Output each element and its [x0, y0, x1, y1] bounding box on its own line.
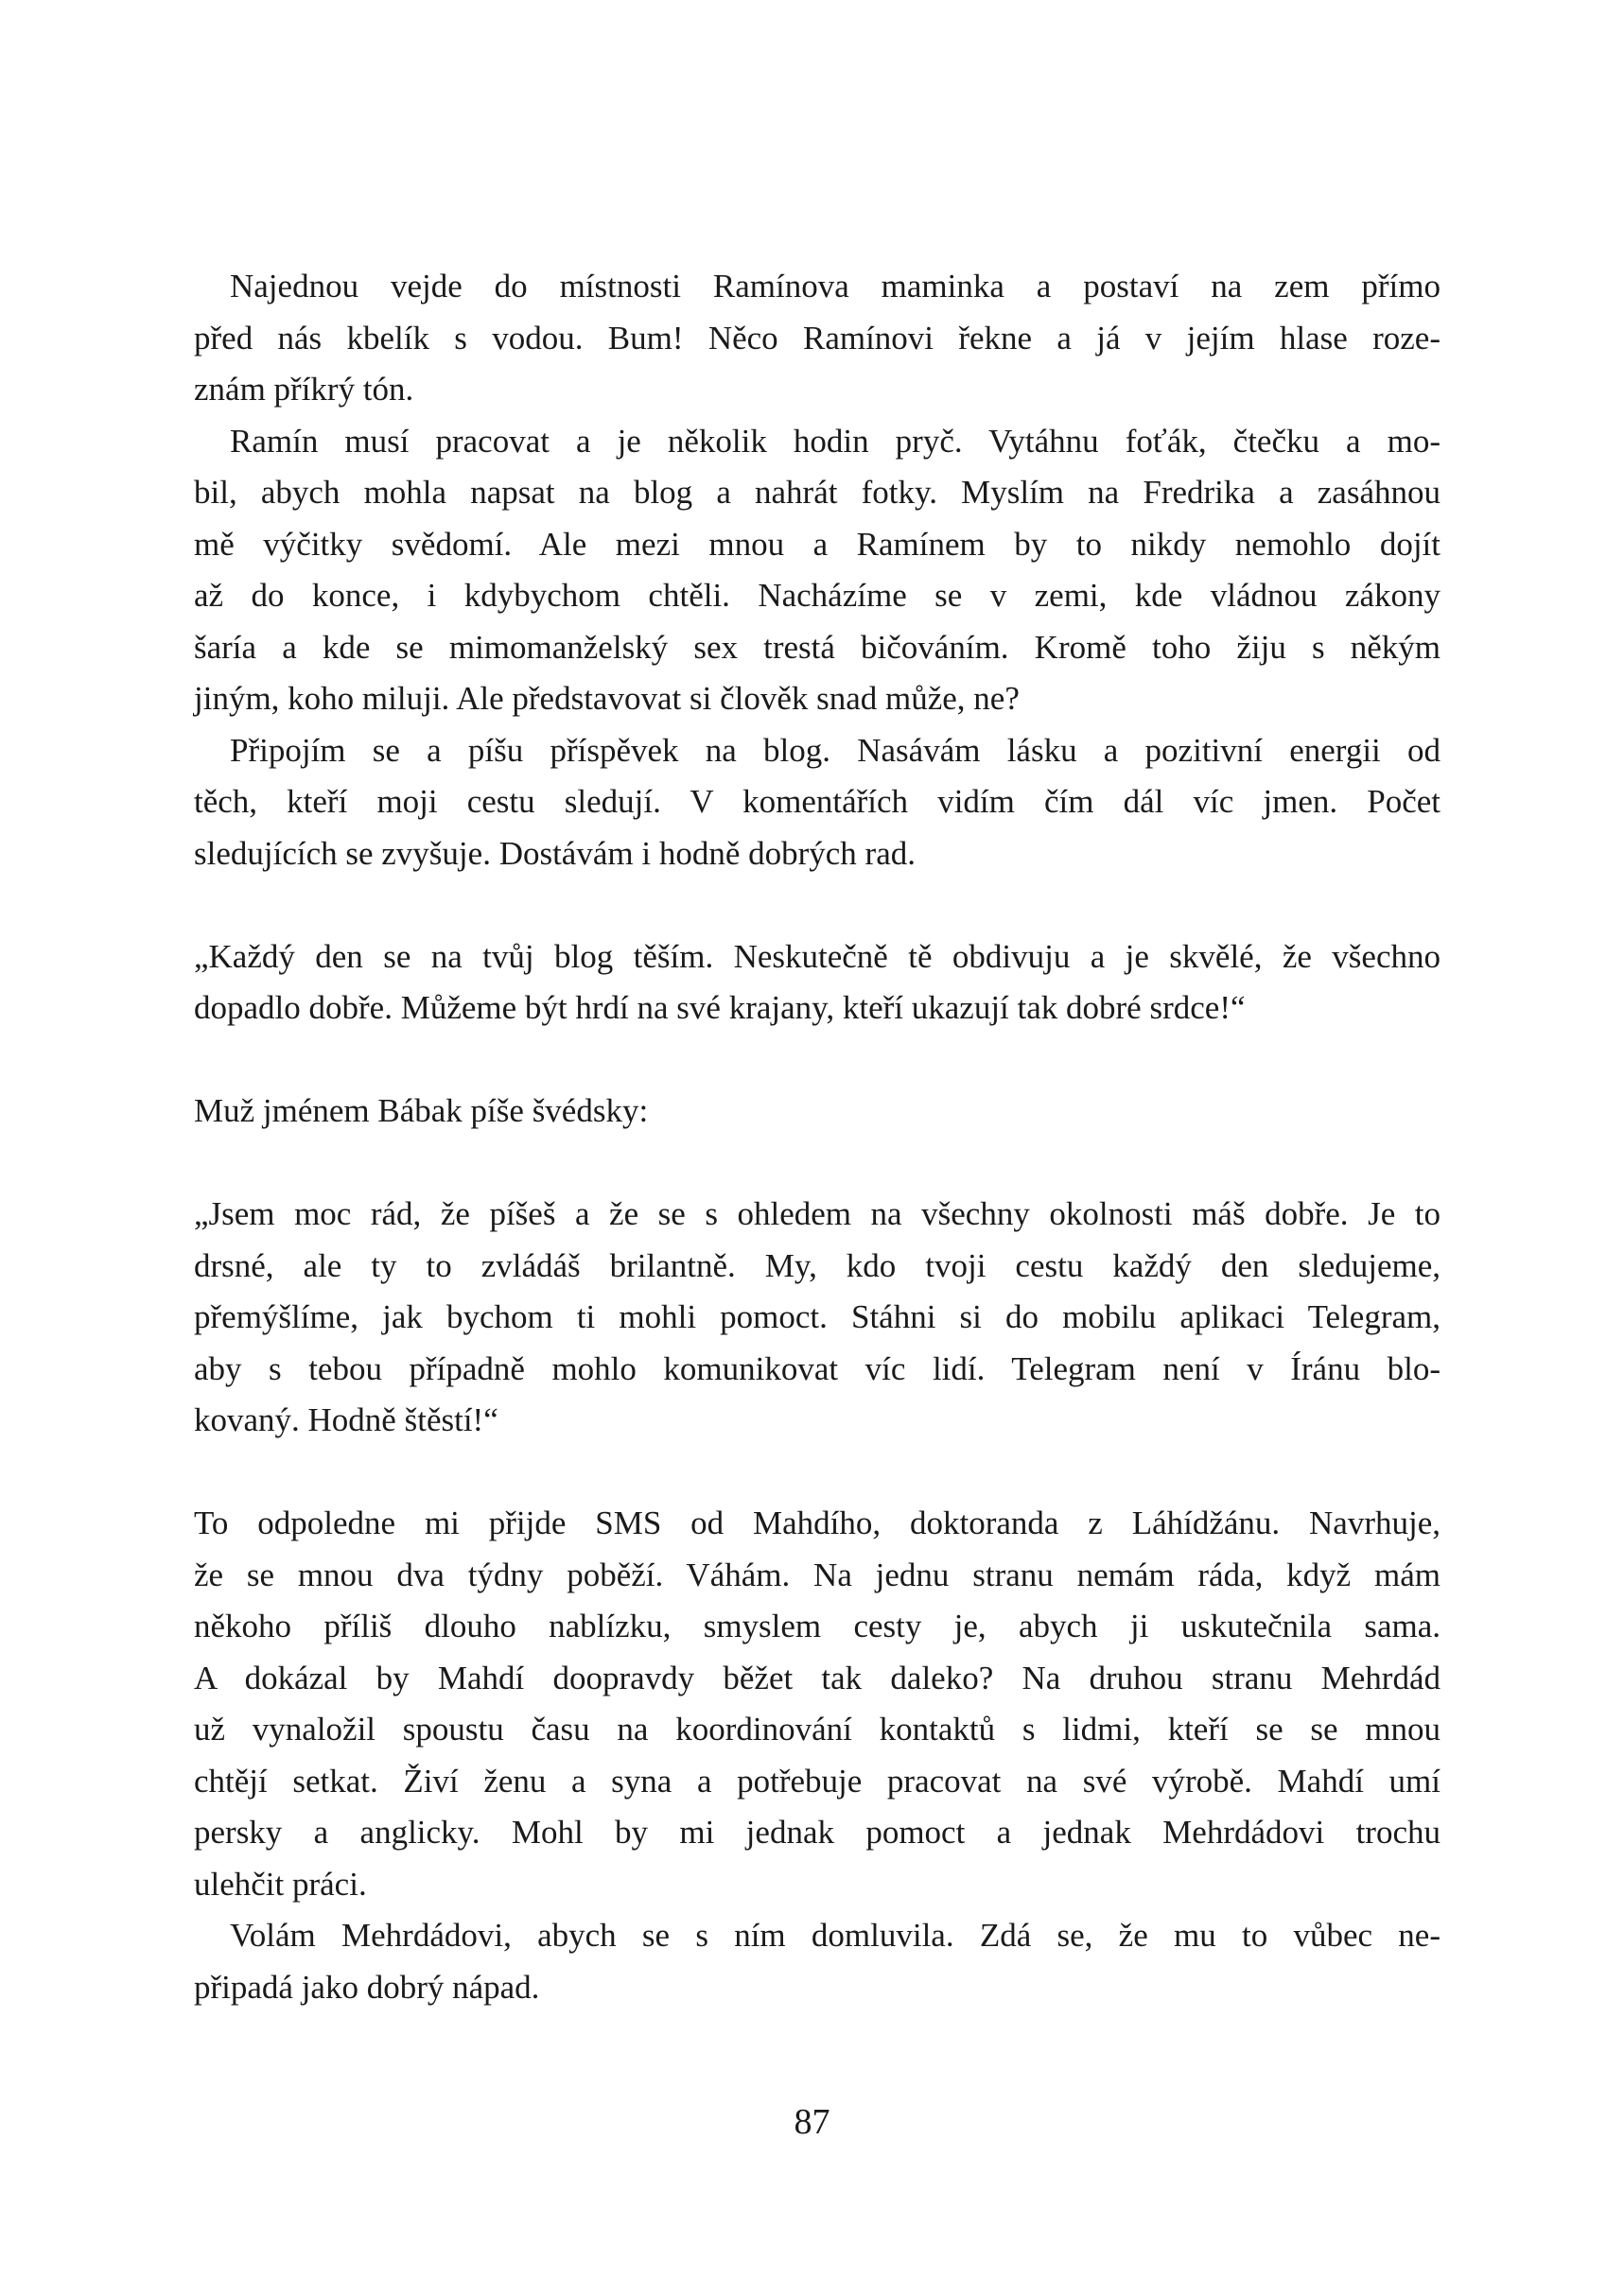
text-line: přemýšlíme, jak bychom ti mohli pomoct. Stáhni si do mobilu aplikaci Telegram, [194, 1298, 1441, 1335]
text-line: „Jsem moc rád, že píšeš a že se s ohledem na všechny okolnosti máš dobře. Je to [194, 1195, 1441, 1232]
text-line: někoho příliš dlouho nablízku, smyslem cesty je, abych ji uskutečnila sama. [194, 1608, 1441, 1644]
paragraph-gap [194, 1447, 1441, 1499]
text-line: aby s tebou případně mohlo komunikovat víc lidí. Telegram není v Íránu blo- [194, 1349, 1441, 1387]
text-line: Připojím se a píšu příspěvek na blog. Nasávám lásku a pozitivní energii od [230, 731, 1441, 769]
page-body [194, 261, 1441, 2013]
text-line: už vynaložil spoustu času na koordinování kontaktů s lidmi, kteří se se mnou [194, 1711, 1441, 1748]
paragraph-gap [194, 1035, 1441, 1087]
text-line: „Každý den se na tvůj blog těším. Neskutečně tě obdivuju a je skvělé, že všechno [194, 937, 1441, 975]
paragraph [194, 1498, 1441, 1910]
text-line: připadá jako dobrý nápad. [194, 1968, 540, 2006]
text-line: persky a anglicky. Mohl by mi jednak pomoct a jednak Mehrdádovi trochu [194, 1814, 1441, 1851]
blog-comment-quote [194, 1189, 1441, 1447]
paragraph-gap [194, 879, 1441, 931]
text-line: bil, abych mohla napsat na blog a nahrát fotky. Myslím na Fredrika a zasáhnou [194, 474, 1441, 511]
text-line: Muž jménem Bábak píše švédsky: [194, 1092, 649, 1129]
text-line: chtějí setkat. Živí ženu a syna a potřebuje pracovat na své výrobě. Mahdí umí [194, 1762, 1441, 1800]
text-line: dopadlo dobře. Můžeme být hrdí na své krajany, kteří ukazují tak dobré srdce!“ [194, 989, 1246, 1026]
text-line: ulehčit práci. [194, 1865, 367, 1903]
page-number: 87 [794, 2102, 830, 2142]
text-line: sledujících se zvyšuje. Dostávám i hodně dobrých rad. [194, 834, 916, 872]
paragraph [194, 416, 1441, 725]
paragraph [194, 1910, 1441, 2013]
paragraph [194, 725, 1441, 880]
text-line: šaría a kde se mimomanželský sex trestá bičováním. Kromě toho žiju s někým [194, 628, 1441, 666]
blog-comment-quote [194, 931, 1441, 1035]
text-line: Ramín musí pracovat a je několik hodin pryč. Vytáhnu foťák, čtečku a mo- [230, 422, 1441, 460]
text-line: před nás kbelík s vodou. Bum! Něco Ramínovi řekne a já v jejím hlase roze- [194, 319, 1441, 357]
text-line: mě výčitky svědomí. Ale mezi mnou a Ramínem by to nikdy nemohlo dojít [194, 525, 1441, 563]
paragraph [194, 261, 1441, 416]
text-line: těch, kteří moji cestu sledují. V komentářích vidím čím dál víc jmen. Počet [194, 783, 1441, 820]
text-line: až do konce, i kdybychom chtěli. Nacházíme se v zemi, kde vládnou zákony [194, 577, 1441, 614]
paragraph-gap [194, 1138, 1441, 1190]
text-line: A dokázal by Mahdí doopravdy běžet tak daleko? Na druhou stranu Mehrdád [194, 1659, 1441, 1696]
paragraph [194, 1086, 1441, 1138]
text-line: drsné, ale ty to zvládáš brilantně. My, kdo tvoji cestu každý den sledujeme, [194, 1246, 1441, 1284]
text-line: Najednou vejde do místnosti Ramínova maminka a postaví na zem přímo [230, 268, 1441, 304]
text-line: znám příkrý tón. [194, 371, 414, 408]
text-line: Volám Mehrdádovi, abych se s ním domluvila. Zdá se, že mu to vůbec ne- [230, 1917, 1441, 1954]
text-line: kovaný. Hodně štěstí!“ [194, 1401, 498, 1438]
text-line: že se mnou dva týdny poběží. Váhám. Na jednu stranu nemám ráda, když mám [194, 1556, 1441, 1593]
text-line: To odpoledne mi přijde SMS od Mahdího, doktoranda z Láhídžánu. Navrhuje, [194, 1505, 1441, 1541]
text-line: jiným, koho miluji. Ale představovat si člověk snad může, ne? [194, 680, 1020, 717]
